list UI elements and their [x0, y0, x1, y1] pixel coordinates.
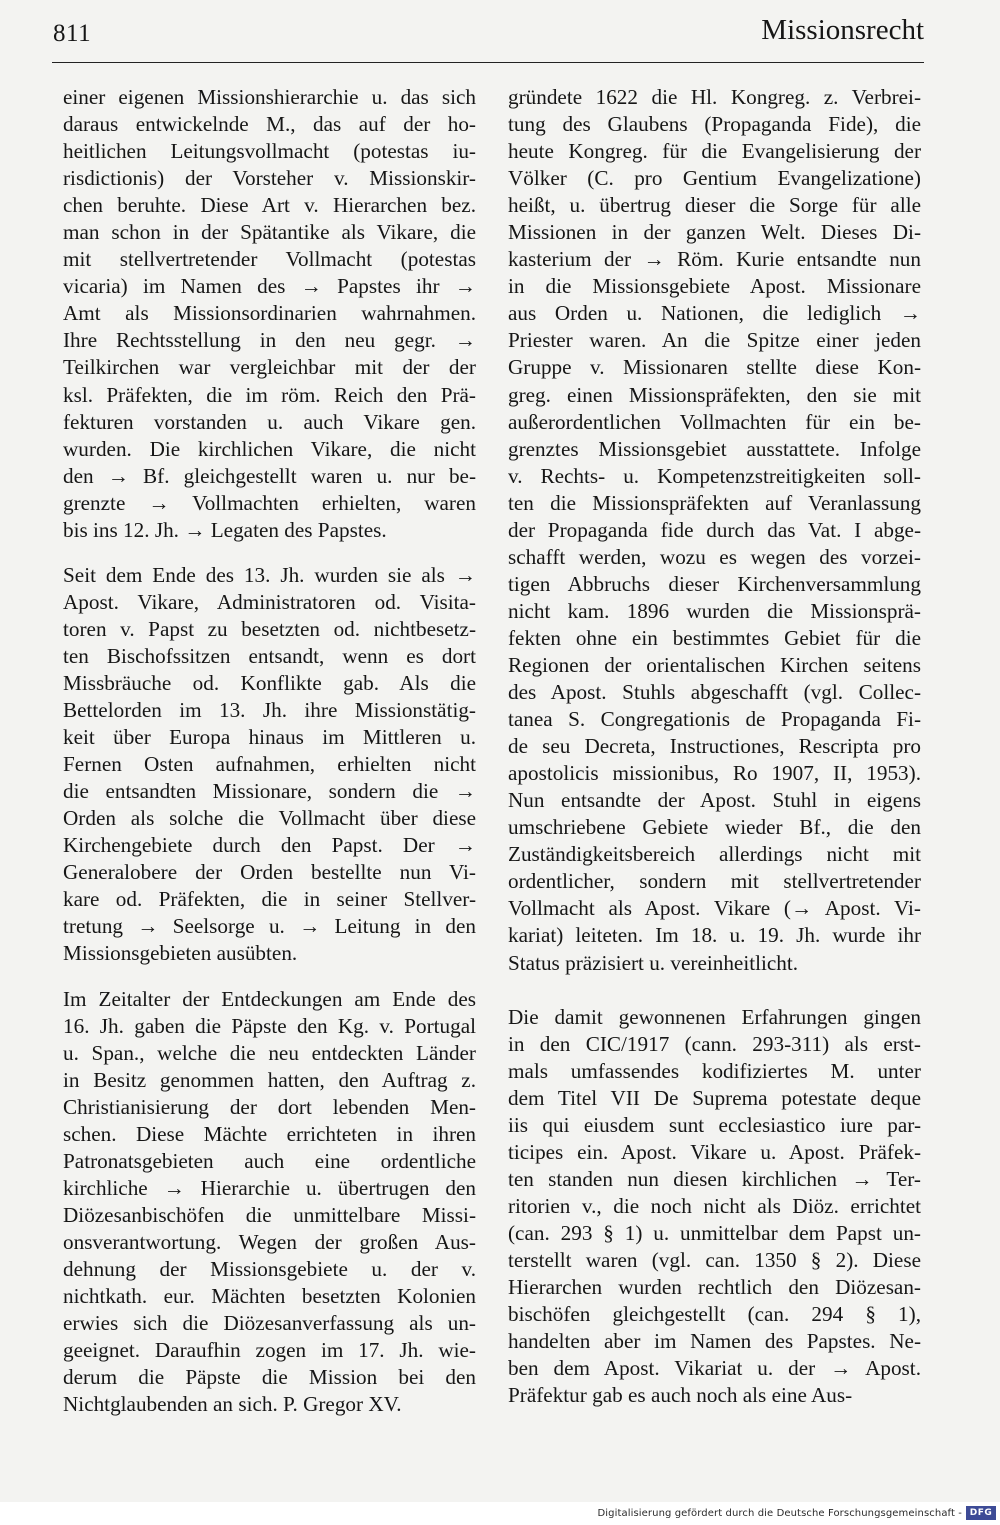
text-line: kirchliche → Hierarchie u. übertrugen den — [63, 1175, 476, 1200]
text-line: umschriebene Gebiete wieder Bf., die den — [508, 815, 921, 840]
text-line: Amt als Missionsordinarien wahrnahmen. — [63, 301, 476, 326]
text-line: dehnung der Missionsgebiete u. der v. — [63, 1256, 476, 1281]
text-line: man schon in der Spätantike als Vikare, die — [63, 220, 476, 245]
text-line: ordentlicher, sondern mit stellvertretender — [508, 869, 921, 894]
text-line: tigen Abbruchs dieser Kirchenversammlung — [508, 571, 921, 596]
text-line: Regionen der orientalischen Kirchen seitens — [508, 652, 921, 677]
text-line: tung des Glaubens (Propaganda Fide), die — [508, 112, 921, 137]
text-line: kasterium der → Röm. Kurie entsandte nun — [508, 247, 921, 272]
text-line: ten die Missionspräfekten auf Veranlassung — [508, 490, 921, 515]
text-line: Nichtglaubenden an sich. P. Gregor XV. — [63, 1392, 402, 1417]
text-line: Zuständigkeitsbereich allerdings nicht mit — [508, 842, 921, 867]
text-line: wurden. Die kirchlichen Vikare, die nicht — [63, 436, 476, 461]
text-line: aus Orden u. Nationen, die lediglich → — [508, 301, 921, 326]
text-line: Vollmacht als Apost. Vikare (→ Apost. Vi- — [508, 896, 921, 921]
text-line: ksl. Präfekten, die im röm. Reich den Prä- — [63, 382, 476, 407]
text-line: ticipes ein. Apost. Vikare u. Apost. Präfek- — [508, 1139, 921, 1164]
text-line: grenztes Missionsgebiet ausstattete. Infolge — [508, 436, 921, 461]
text-line: heute Kongreg. für die Evangelisierung der — [508, 139, 921, 164]
text-line: Nun entsandte der Apost. Stuhl in eigens — [508, 788, 921, 813]
text-line: risdictionis) der Vorsteher v. Missionskir- — [63, 166, 476, 191]
paragraph — [63, 84, 476, 544]
text-line: Kirchengebiete durch den Papst. Der → — [63, 833, 476, 858]
paragraph-gap — [63, 968, 476, 986]
paragraph-gap — [63, 544, 476, 562]
text-line: Hierarchen wurden rechtlich den Diözesan- — [508, 1275, 921, 1300]
running-title: Missionsrecht — [761, 14, 924, 46]
text-line: ten standen nun diesen kirchlichen → Ter- — [508, 1166, 921, 1191]
text-line: tretung → Seelsorge u. → Leitung in den — [63, 914, 476, 939]
text-line: nichtkath. eur. Mächten besetzten Kolonien — [63, 1284, 476, 1309]
footer-credit: Digitalisierung gefördert durch die Deutsche Forschungsgemeinschaft - — [597, 1508, 962, 1519]
text-line: bischöfen gleichgestellt (can. 294 § 1), — [508, 1302, 921, 1327]
text-line: Patronatsgebieten auch eine ordentliche — [63, 1148, 476, 1173]
text-line: (can. 293 § 1) u. unmittelbar dem Papst un- — [508, 1220, 921, 1245]
text-line: gründete 1622 die Hl. Kongreg. z. Verbrei- — [508, 85, 921, 109]
text-line: Ihre Rechtsstellung in den neu gegr. → — [63, 328, 476, 353]
dfg-logo: DFG — [966, 1506, 996, 1520]
text-line: in Besitz genommen hatten, den Auftrag z. — [63, 1067, 476, 1092]
right-column — [508, 84, 921, 1409]
text-line: ben dem Apost. Vikariat u. der → Apost. — [508, 1356, 921, 1381]
text-line: chen beruhte. Diese Art v. Hierarchen bez. — [63, 193, 476, 218]
digitization-footer — [0, 1502, 1000, 1525]
text-line: Missbräuche od. Konflikte gab. Als die — [63, 670, 476, 695]
paragraph — [63, 986, 476, 1419]
text-line: greg. einen Missionspräfekten, den sie mit — [508, 382, 921, 407]
text-line: daraus entwickelnde M., das auf der ho- — [63, 112, 476, 137]
text-line: Teilkirchen war vergleichbar mit der der — [63, 355, 476, 380]
header-rule — [52, 62, 924, 63]
text-line: 16. Jh. gaben die Päpste den Kg. v. Portugal — [63, 1013, 476, 1038]
paragraph — [63, 562, 476, 968]
text-line: in die Missionsgebiete Apost. Missionare — [508, 274, 921, 299]
text-line: Im Zeitalter der Entdeckungen am Ende des — [63, 986, 476, 1011]
text-line: einer eigenen Missionshierarchie u. das sich — [63, 85, 476, 109]
text-line: der Propaganda fide durch das Vat. I abge- — [508, 517, 921, 542]
text-line: den → Bf. gleichgestellt waren u. nur be- — [63, 463, 476, 488]
text-line: ritorien v., die noch nicht als Diöz. errichtet — [508, 1193, 921, 1218]
paragraph — [508, 1004, 921, 1410]
text-line: grenzte → Vollmachten erhielten, waren — [63, 490, 476, 515]
text-line: keit über Europa hinaus im Mittleren u. — [63, 725, 476, 750]
text-line: in den CIC/1917 (cann. 293-311) als erst- — [508, 1031, 921, 1056]
text-line: Missionsgebieten ausübten. — [63, 941, 298, 966]
text-line: Gruppe v. Missionaren stellte diese Kon- — [508, 355, 921, 380]
text-line: Fernen Osten aufnahmen, erhielten nicht — [63, 752, 476, 777]
text-line: Orden als solche die Vollmacht über diese — [63, 806, 476, 831]
text-line: v. Rechts- u. Kompetenzstreitigkeiten soll- — [508, 463, 921, 488]
text-line: Präfektur gab es auch noch als eine Aus- — [508, 1383, 853, 1408]
text-line: mit stellvertretender Vollmacht (potestas — [63, 247, 476, 272]
text-line: apostolicis missionibus, Ro 1907, II, 1953). — [508, 761, 921, 786]
text-line: kariat) leiteten. Im 18. u. 19. Jh. wurde ihr — [508, 923, 921, 948]
text-line: handelten aber im Namen des Papstes. Ne- — [508, 1329, 921, 1354]
text-line: Die damit gewonnenen Erfahrungen gingen — [508, 1004, 921, 1029]
text-line: dem Titel VII De Suprema potestate deque — [508, 1085, 921, 1110]
text-line: Christianisierung der dort lebenden Men- — [63, 1094, 476, 1119]
text-line: vicaria) im Namen des → Papstes ihr → — [63, 274, 476, 299]
text-line: fekturen vorstanden u. auch Vikare gen. — [63, 409, 476, 434]
text-line: Völker (C. pro Gentium Evangelizatione) — [508, 166, 921, 191]
text-line: kare od. Präfekten, die in seiner Stellver- — [63, 887, 476, 912]
text-line: heißt, u. übertrug dieser die Sorge für alle — [508, 193, 921, 218]
text-line: derum die Päpste die Mission bei den — [63, 1365, 476, 1390]
paragraph-gap — [508, 977, 921, 1004]
text-line: Missionen in der ganzen Welt. Dieses Di- — [508, 220, 921, 245]
text-line: geeignet. Daraufhin zogen im 17. Jh. wie- — [63, 1338, 476, 1363]
text-line: Priester waren. An die Spitze einer jeden — [508, 328, 921, 353]
text-line: heitlichen Leitungsvollmacht (potestas iu- — [63, 139, 476, 164]
text-line: die entsandten Missionare, sondern die → — [63, 779, 476, 804]
left-column — [63, 84, 476, 1418]
text-line: des Apost. Stuhls abgeschafft (vgl. Collec- — [508, 680, 921, 705]
text-line: terstellt waren (vgl. can. 1350 § 2). Diese — [508, 1247, 921, 1272]
text-line: bis ins 12. Jh. → Legaten des Papstes. — [63, 517, 387, 542]
text-line: Diözesanbischöfen die unmittelbare Missi- — [63, 1202, 476, 1227]
text-line: toren v. Papst zu besetzten od. nichtbesetz- — [63, 616, 476, 641]
text-line: mals umfassendes kodifiziertes M. unter — [508, 1058, 921, 1083]
page-number: 811 — [53, 20, 92, 47]
text-line: Status präzisiert u. vereinheitlicht. — [508, 950, 799, 975]
text-line: tanea S. Congregationis de Propaganda Fi- — [508, 707, 921, 732]
text-line: onsverantwortung. Wegen der großen Aus- — [63, 1229, 476, 1254]
text-line: Apost. Vikare, Administratoren od. Visita- — [63, 589, 476, 614]
text-line: erwies sich die Diözesanverfassung als un- — [63, 1311, 476, 1336]
text-line: fekten ohne ein bestimmtes Gebiet für die — [508, 625, 921, 650]
text-line: Generalobere der Orden bestellte nun Vi- — [63, 860, 476, 885]
paragraph — [508, 84, 921, 977]
text-line: iis qui eiusdem sunt ecclesiastico iure par- — [508, 1112, 921, 1137]
text-line: de seu Decreta, Instructiones, Rescripta pro — [508, 734, 921, 759]
text-line: schen. Diese Mächte errichteten in ihren — [63, 1121, 476, 1146]
text-line: außerordentlichen Vollmachten für ein be- — [508, 409, 921, 434]
text-line: Bettelorden im 13. Jh. ihre Missionstätig- — [63, 698, 476, 723]
text-line: u. Span., welche die neu entdeckten Länder — [63, 1040, 476, 1065]
text-line: ten Bischofssitzen entsandt, wenn es dort — [63, 643, 476, 668]
text-line: Seit dem Ende des 13. Jh. wurden sie als → — [63, 562, 476, 587]
text-line: nicht kam. 1896 wurden die Missionsprä- — [508, 598, 921, 623]
text-line: schafft werden, wozu es wegen des vorzei- — [508, 544, 921, 569]
